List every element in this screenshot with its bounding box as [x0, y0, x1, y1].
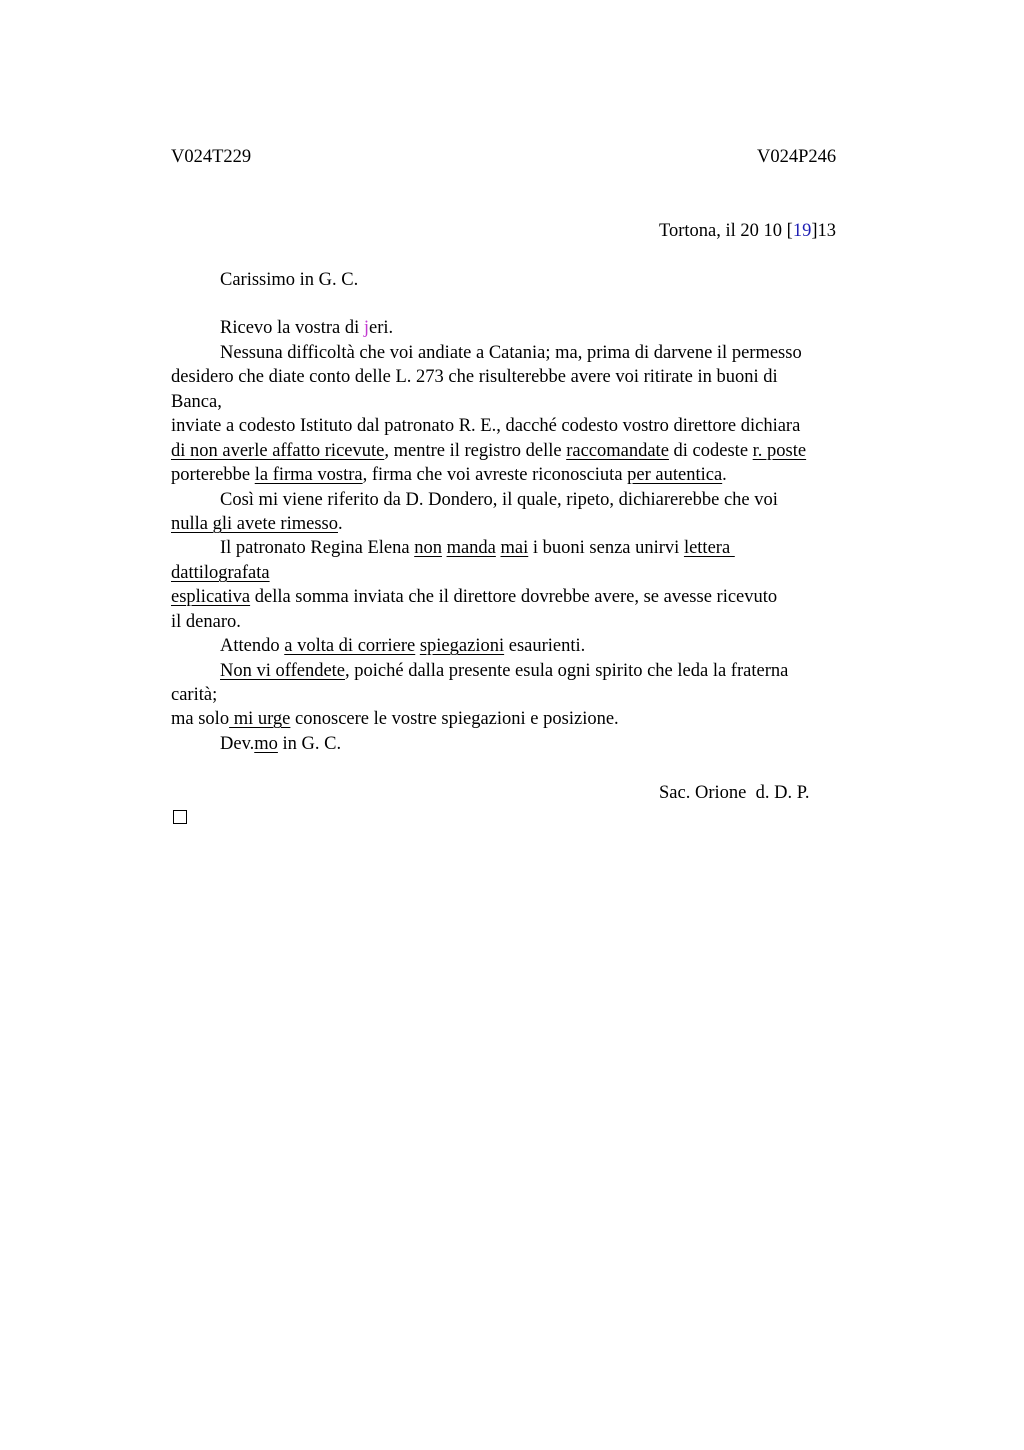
paragraph-3-line-1: inviate a codesto Istituto dal patronato R. E., dacché codesto vostro direttore dichiara: [171, 416, 801, 436]
paragraph-4-line-1: Così mi viene riferito da D. Dondero, il quale, ripeto, dichiarerebbe che voi: [220, 490, 778, 510]
signature: Sac. Orione d. D. P.: [659, 783, 810, 803]
header-left-code: V024T229: [171, 147, 252, 167]
header-right-code: V024P246: [757, 147, 837, 167]
paragraph-3-line-3: porterebbe la firma vostra, firma che voi avreste riconosciuta per autentica.: [171, 465, 727, 485]
paragraph-1: Ricevo la vostra di jeri.: [220, 318, 394, 338]
salutation: Carissimo in G. C.: [220, 270, 359, 290]
paragraph-2-line-3: Banca,: [171, 392, 222, 412]
closing: Dev.mo in G. C.: [220, 734, 342, 754]
checkbox-icon: [173, 810, 187, 824]
year-insert: 19: [792, 221, 812, 241]
paragraph-5-line-2: dattilografata: [171, 563, 270, 583]
paragraph-7-line-1: Non vi offendete, poiché dalla presente esula ogni spirito che leda la fraterna: [220, 661, 789, 681]
paragraph-5-line-3: esplicativa della somma inviata che il direttore dovrebbe avere, se avesse ricevuto: [171, 587, 778, 607]
paragraph-3-line-2: di non averle affatto ricevute, mentre il registro delle raccomandate di codeste r. poste: [171, 441, 807, 461]
paragraph-4-line-2: nulla gli avete rimesso.: [171, 514, 343, 534]
paragraph-2-line-2: desidero che diate conto delle L. 273 che risulterebbe avere voi ritirate in buoni di: [171, 367, 778, 387]
paragraph-5-line-1: Il patronato Regina Elena non manda mai i buoni senza unirvi lettera: [220, 538, 735, 558]
highlighted-letter: j: [363, 318, 369, 338]
paragraph-6: Attendo a volta di corriere spiegazioni esaurienti.: [220, 636, 586, 656]
paragraph-7-line-3: ma solo mi urge conoscere le vostre spiegazioni e posizione.: [171, 709, 619, 729]
paragraph-5-line-4: il denaro.: [171, 612, 241, 632]
paragraph-2-line-1: Nessuna difficoltà che voi andiate a Catania; ma, prima di darvene il permesso: [220, 343, 802, 363]
paragraph-7-line-2: carità;: [171, 685, 218, 705]
date-line: Tortona, il 20 10 [19]13: [659, 221, 837, 241]
